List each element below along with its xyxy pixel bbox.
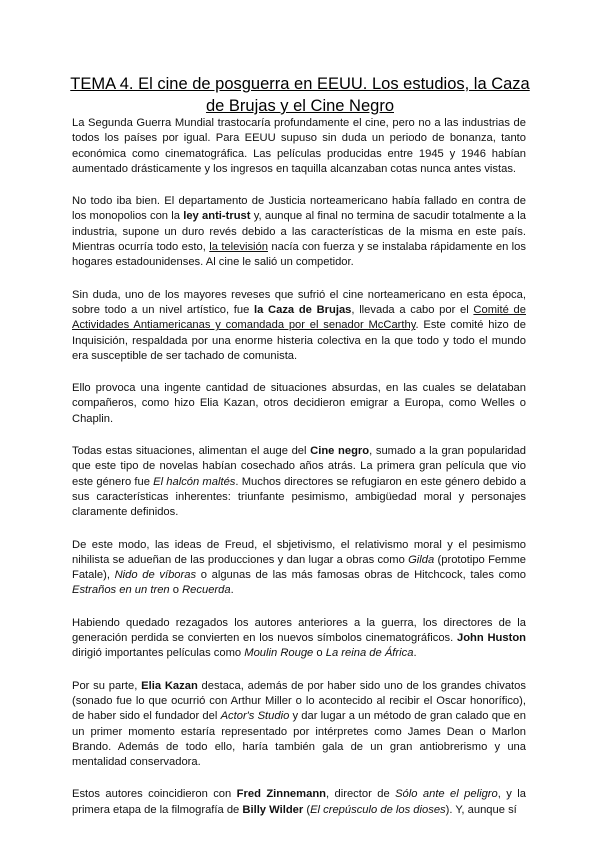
text-run: . Muchos directores se refugiaron en este género debido a sus características inherentes: triunfante pesimismo, ambigüedad moral y personajes claramente definidos.	[72, 475, 526, 519]
text-run: Todas estas situaciones, alimentan el auge del	[72, 445, 311, 458]
text-run: La Segunda Guerra Mundial trastocaría profundamente el cine, pero no a las industrias de todos los países por igual. Para EEUU supuso sin duda un periodo de bonanza, tanto económica como cinematográfica. Las películas producidas entre 1945 y 1946 habían aumentado drásticamente y los ingresos en taquilla alcanzaban cotas nunca antes vistas.	[72, 117, 526, 175]
text-run: nacía con fuerza y se instalaba rápidamente en los hogares estadounidenses. Al cine le salió un competidor.	[72, 241, 526, 269]
paragraph-1	[72, 116, 526, 177]
paragraph-2	[72, 194, 526, 270]
text-run: , director de	[326, 788, 396, 801]
document-title: TEMA 4. El cine de posguerra en EEUU. Los estudios, la Caza de Brujas y el Cine Negro	[70, 75, 530, 115]
text-run: (prototipo Femme Fatale),	[72, 553, 526, 582]
underlined-text: la televisión	[209, 241, 268, 254]
paragraph-6	[72, 538, 526, 599]
italic-title: Nido de víboras	[114, 569, 197, 582]
italic-title: El halcón maltés	[153, 475, 236, 488]
bold-text: Elia Kazan	[141, 679, 198, 692]
paragraph-7	[72, 616, 526, 662]
italic-title: Moulin Rouge	[244, 647, 314, 660]
italic-title: Recuerda	[182, 584, 231, 597]
italic-title: Actor's Studio	[220, 710, 290, 723]
text-run: .	[230, 584, 234, 597]
italic-title: La reina de África	[325, 647, 414, 660]
text-run: y dar lugar a un método de gran calado que en un primer momento estaría representado por intérpretes como James Dean o Marlon Brando. Además de todo ello, haría también gala de un gran antiobrerismo y una mentalidad conservadora.	[72, 710, 526, 769]
paragraph-4	[72, 381, 526, 427]
text-run: (	[303, 803, 311, 816]
italic-title: Gilda	[408, 553, 435, 566]
underlined-text: Comité de Actividades Antiamericanas y comandada por el senador McCarthy	[72, 303, 526, 332]
text-run: destaca, además de por haber sido uno de los grandes chivatos (sonado fue lo que ocurrió con Arthur Miller o lo acontecido al recibir el Oscar honorífico), de haber sido el fundador del	[72, 679, 526, 723]
text-run: Por su parte,	[72, 679, 142, 692]
italic-title: El crepúsculo de los dioses	[310, 803, 446, 816]
text-run: Sin duda, uno de los mayores reveses que sufrió el cine norteamericano en esta época, sobre todo a un nivel artístico, fue	[72, 288, 526, 316]
bold-text: Billy Wilder	[242, 803, 304, 816]
text-run: . Este comité hizo de Inquisición, respaldada por una enorme histeria colectiva en la que todo y todo el mundo era susceptible de ser tachado de comunista.	[72, 319, 526, 362]
text-run: Ello provoca una ingente cantidad de situaciones absurdas, en las cuales se delataban compañeros, como hizo Elia Kazan, otros decidieron emigrar a Europa, como Welles o Chaplin.	[72, 382, 526, 425]
bold-text: Cine negro	[310, 445, 370, 458]
paragraph-5	[72, 444, 526, 520]
text-run: y, aunque al final no termina de sacudir totalmente a la industria, supone un duro revés debido a las características de la misma en este país. Mientras ocurría todo esto,	[72, 210, 526, 254]
text-run: De este modo, las ideas de Freud, el sbjetivismo, el relativismo moral y el pesimismo nihilista se adueñan de las producciones y dan lugar a obras como	[72, 538, 526, 566]
text-run: dirigió importantes películas como	[72, 647, 245, 660]
document-body	[72, 116, 526, 835]
bold-text: la Caza de Brujas	[254, 303, 352, 316]
italic-title: Estraños en un tren	[72, 584, 170, 597]
text-run: No todo iba bien. El departamento de Justicia norteamericano había fallado en contra de los monopolios con la	[72, 195, 526, 223]
text-run: , y la primera etapa de la filmografía de	[72, 788, 526, 816]
text-run: ). Y, aunque sí	[445, 803, 517, 816]
text-run: o	[313, 647, 326, 660]
text-run: , llevada a cabo por el	[351, 303, 474, 316]
text-run: Habiendo quedado rezagados los autores anteriores a la guerra, los directores de la generación perdida se convierten en los nuevos símbolos cinematográficos.	[72, 616, 526, 645]
paragraph-9	[72, 787, 526, 818]
text-run: o	[169, 584, 183, 597]
paragraph-8	[72, 679, 526, 771]
italic-title: Sólo ante el peligro	[395, 788, 498, 801]
bold-text: Fred Zinnemann	[236, 788, 326, 801]
bold-text: ley anti-trust	[183, 210, 251, 223]
bold-text: John Huston	[457, 632, 526, 645]
text-run: o algunas de las más famosas obras de Hitchcock, tales como	[196, 569, 526, 582]
text-run: , sumado a la gran popularidad que este tipo de novelas habían cosechado años atrás. La primera gran película que vio este género fue	[72, 445, 527, 488]
paragraph-3	[72, 288, 526, 364]
text-run: Estos autores coincidieron con	[72, 788, 237, 801]
text-run: .	[413, 647, 417, 660]
